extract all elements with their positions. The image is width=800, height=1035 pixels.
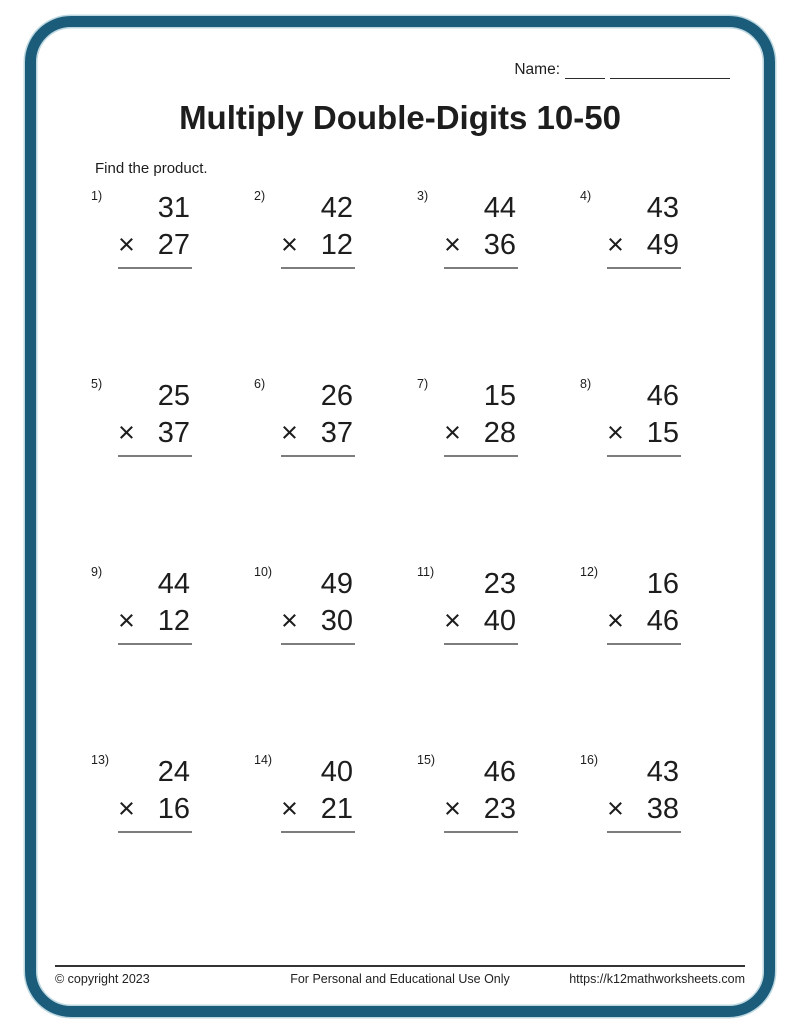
- answer-line: [444, 455, 518, 457]
- multiplicand: 43: [646, 756, 679, 788]
- name-row: [514, 60, 730, 79]
- answer-line: [607, 267, 681, 269]
- multiplicand: 23: [483, 568, 516, 600]
- multiplier-row: [118, 603, 192, 640]
- problem-work-area: [444, 190, 518, 269]
- times-icon: ×: [607, 229, 624, 261]
- answer-line: [607, 643, 681, 645]
- multiplier-row: [444, 603, 518, 640]
- problem-number: 15): [417, 753, 436, 767]
- answer-line: [444, 267, 518, 269]
- times-icon: ×: [607, 605, 624, 637]
- multiplier: 36: [483, 229, 516, 261]
- multiplier: 37: [157, 417, 190, 449]
- multiplier: 15: [646, 417, 679, 449]
- answer-line: [118, 267, 192, 269]
- problem-cell: [414, 374, 577, 562]
- multiplicand: 26: [320, 380, 353, 412]
- problem-work-area: [444, 378, 518, 457]
- multiplier: 40: [483, 605, 516, 637]
- multiplicand: 31: [157, 192, 190, 224]
- times-icon: ×: [444, 417, 461, 449]
- name-blank-line-short: [565, 61, 605, 79]
- answer-line: [444, 643, 518, 645]
- problem-cell: [88, 562, 251, 750]
- multiplier: 12: [157, 605, 190, 637]
- problem-work-area: [281, 566, 355, 645]
- problem-work-area: [118, 566, 192, 645]
- multiplier: 16: [157, 793, 190, 825]
- multiplier-row: [444, 227, 518, 264]
- times-icon: ×: [281, 229, 298, 261]
- answer-line: [118, 831, 192, 833]
- problem-work-area: [118, 378, 192, 457]
- times-icon: ×: [444, 229, 461, 261]
- problem-cell: [88, 750, 251, 938]
- answer-line: [281, 831, 355, 833]
- multiplier-row: [281, 415, 355, 452]
- problem-cell: [414, 186, 577, 374]
- problem-number: 14): [254, 753, 273, 767]
- instruction-text: Find the product.: [95, 160, 208, 177]
- multiplier: 30: [320, 605, 353, 637]
- problem-number: 12): [580, 565, 599, 579]
- problem-number: 1): [91, 189, 103, 203]
- multiplicand: 46: [646, 380, 679, 412]
- multiplier: 37: [320, 417, 353, 449]
- problem-cell: [88, 374, 251, 562]
- answer-line: [281, 455, 355, 457]
- multiplicand: 43: [646, 192, 679, 224]
- problem-cell: [88, 186, 251, 374]
- problem-work-area: [118, 190, 192, 269]
- problem-work-area: [118, 754, 192, 833]
- multiplicand: 40: [320, 756, 353, 788]
- multiplier: 49: [646, 229, 679, 261]
- answer-line: [118, 643, 192, 645]
- multiplier: 23: [483, 793, 516, 825]
- multiplicand: 49: [320, 568, 353, 600]
- answer-line: [281, 643, 355, 645]
- multiplier-row: [607, 227, 681, 264]
- answer-line: [607, 455, 681, 457]
- multiplier: 27: [157, 229, 190, 261]
- problem-number: 10): [254, 565, 273, 579]
- multiplicand: 42: [320, 192, 353, 224]
- footer-copyright: © copyright 2023: [55, 972, 150, 986]
- problem-cell: [577, 186, 740, 374]
- footer-website: https://k12mathworksheets.com: [569, 972, 745, 986]
- answer-line: [281, 267, 355, 269]
- times-icon: ×: [118, 417, 135, 449]
- problem-work-area: [607, 378, 681, 457]
- multiplier-row: [607, 603, 681, 640]
- multiplier-row: [281, 227, 355, 264]
- problem-cell: [251, 562, 414, 750]
- multiplier-row: [444, 791, 518, 828]
- problem-cell: [414, 562, 577, 750]
- problem-cell: [251, 750, 414, 938]
- times-icon: ×: [281, 605, 298, 637]
- times-icon: ×: [281, 793, 298, 825]
- problem-cell: [577, 374, 740, 562]
- problem-work-area: [281, 378, 355, 457]
- problems-grid: [88, 186, 740, 938]
- problem-number: 7): [417, 377, 429, 391]
- multiplier: 21: [320, 793, 353, 825]
- problem-number: 6): [254, 377, 266, 391]
- problem-number: 5): [91, 377, 103, 391]
- name-label: Name:: [514, 61, 560, 78]
- multiplier-row: [118, 227, 192, 264]
- multiplier-row: [118, 415, 192, 452]
- problem-number: 4): [580, 189, 592, 203]
- times-icon: ×: [607, 417, 624, 449]
- page-title: Multiply Double-Digits 10-50: [179, 99, 621, 136]
- answer-line: [607, 831, 681, 833]
- problem-cell: [414, 750, 577, 938]
- times-icon: ×: [281, 417, 298, 449]
- name-blank-line-long: [610, 61, 730, 79]
- multiplicand: 44: [157, 568, 190, 600]
- problem-work-area: [607, 190, 681, 269]
- times-icon: ×: [444, 605, 461, 637]
- problem-number: 11): [417, 565, 435, 579]
- problem-cell: [577, 562, 740, 750]
- times-icon: ×: [444, 793, 461, 825]
- multiplier: 12: [320, 229, 353, 261]
- multiplier: 46: [646, 605, 679, 637]
- multiplier-row: [444, 415, 518, 452]
- multiplier-row: [607, 791, 681, 828]
- multiplicand: 16: [646, 568, 679, 600]
- multiplicand: 46: [483, 756, 516, 788]
- multiplicand: 44: [483, 192, 516, 224]
- problem-number: 8): [580, 377, 592, 391]
- times-icon: ×: [118, 229, 135, 261]
- times-icon: ×: [118, 605, 135, 637]
- multiplier-row: [607, 415, 681, 452]
- footer: [55, 965, 745, 986]
- problem-work-area: [607, 566, 681, 645]
- multiplier-row: [281, 603, 355, 640]
- multiplier-row: [118, 791, 192, 828]
- multiplicand: 24: [157, 756, 190, 788]
- multiplicand: 25: [157, 380, 190, 412]
- answer-line: [444, 831, 518, 833]
- worksheet-page: [25, 16, 775, 1017]
- multiplicand: 15: [483, 380, 516, 412]
- times-icon: ×: [607, 793, 624, 825]
- problem-number: 16): [580, 753, 599, 767]
- problem-number: 13): [91, 753, 110, 767]
- problem-work-area: [444, 754, 518, 833]
- problem-number: 9): [91, 565, 103, 579]
- problem-number: 2): [254, 189, 266, 203]
- problem-cell: [251, 374, 414, 562]
- answer-line: [118, 455, 192, 457]
- times-icon: ×: [118, 793, 135, 825]
- problem-cell: [577, 750, 740, 938]
- problem-number: 3): [417, 189, 429, 203]
- problem-work-area: [607, 754, 681, 833]
- problem-cell: [251, 186, 414, 374]
- problem-work-area: [444, 566, 518, 645]
- multiplier-row: [281, 791, 355, 828]
- multiplier: 28: [483, 417, 516, 449]
- multiplier: 38: [646, 793, 679, 825]
- problem-work-area: [281, 754, 355, 833]
- problem-work-area: [281, 190, 355, 269]
- footer-usage: For Personal and Educational Use Only: [290, 972, 510, 986]
